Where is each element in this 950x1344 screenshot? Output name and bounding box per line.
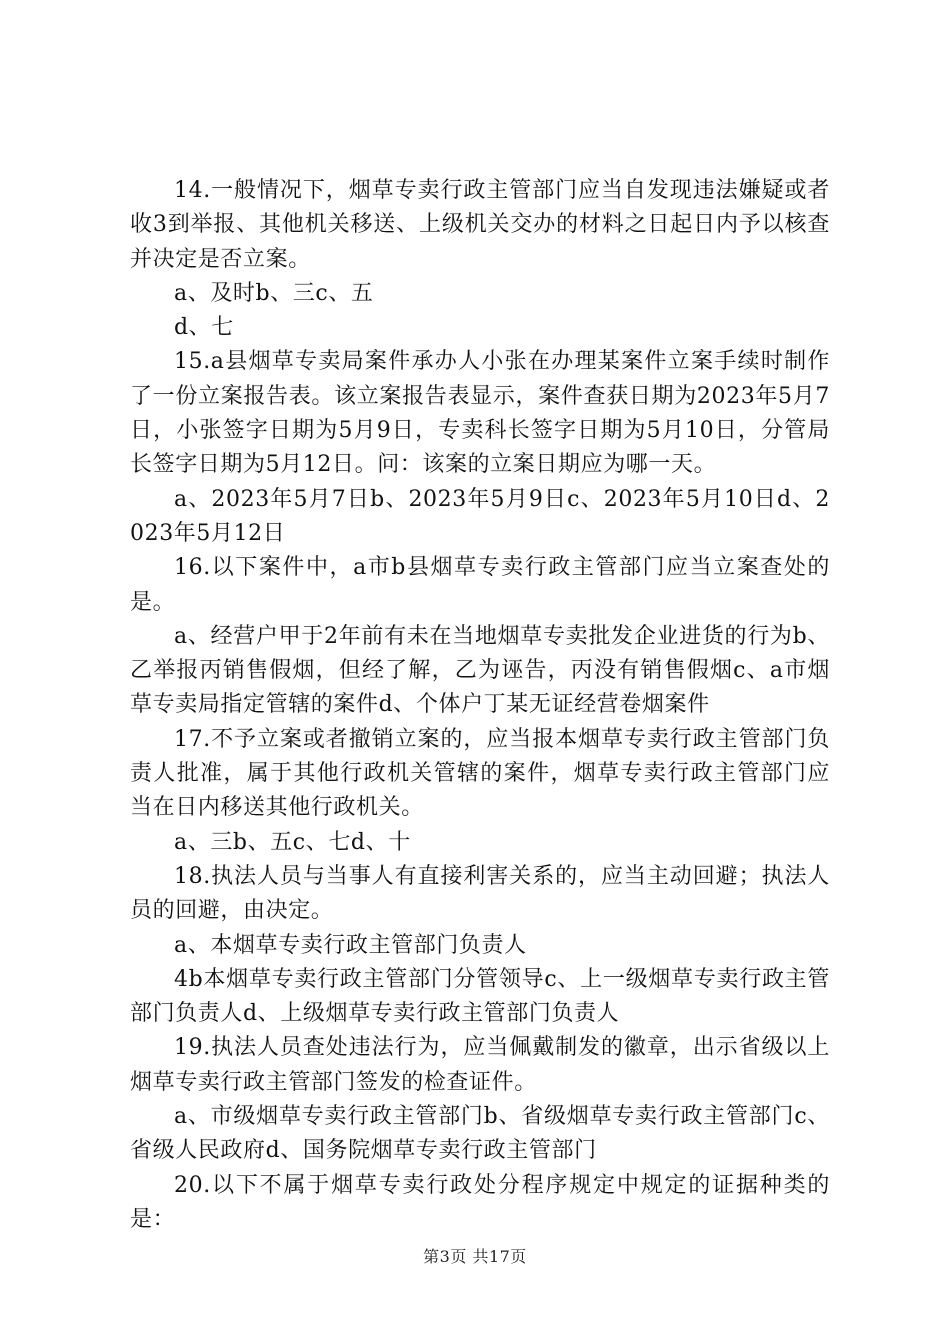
question-18-option-a: a、本烟草专卖行政主管部门负责人 [174,932,527,958]
question-17-options: a、三b、五c、七d、十 [174,829,411,855]
question-16-options: a、经营户甲于2年前有未在当地烟草专卖批发企业进货的行为b、乙举报丙销售假烟，但经了解，乙为诬告，丙没有销售假烟c、a市烟草专卖局指定管辖的案件d、个体户丁某无证经营卷烟案件 [130,623,830,718]
question-14: 14.一般情况下，烟草专卖行政主管部门应当自发现违法嫌疑或者收3到举报、其他机关移送、上级机关交办的材料之日起日内予以核查并决定是否立案。 [130,178,830,272]
question-19-options: a、市级烟草专卖行政主管部门b、省级烟草专卖行政主管部门c、省级人民政府d、国务院烟草专卖行政主管部门 [130,1104,830,1164]
question-18-options-b-d: 4b本烟草专卖行政主管部门分管领导c、上一级烟草专卖行政主管部门负责人d、上级烟草专卖行政主管部门负责人 [130,966,830,1027]
page-number-footer: 第3页 共17页 [423,1247,527,1266]
question-15-options: a、2023年5月7日b、2023年5月9日c、2023年5月10日d、2023年5月12日 [130,486,830,546]
question-14-option-d: d、七 [174,315,234,341]
question-18: 18.执法人员与当事人有直接利害关系的，应当主动回避；执法人员的回避，由决定。 [130,863,830,924]
question-19: 19.执法人员查处违法行为，应当佩戴制发的徽章，出示省级以上烟草专卖行政主管部门签发的检查证件。 [130,1035,830,1095]
question-15: 15.a县烟草专卖局案件承办人小张在办理某案件立案手续时制作了一份立案报告表。该立案报告表显示，案件查获日期为2023年5月7日，小张签字日期为5月9日，专卖科长签字日期为5月10日，分管局长签字日期为5月12日。问：该案的立案日期应为哪一天。 [130,349,830,478]
question-16: 16.以下案件中，a市b县烟草专卖行政主管部门应当立案查处的是。 [130,555,830,615]
question-14-options-a-c: a、及时b、三c、五 [174,280,374,306]
document-body [130,174,830,1237]
question-17: 17.不予立案或者撤销立案的，应当报本烟草专卖行政主管部门负责人批准，属于其他行政机关管辖的案件，烟草专卖行政主管部门应当在日内移送其他行政机关。 [130,726,830,821]
question-20: 20.以下不属于烟草专卖行政处分程序规定中规定的证据种类的是： [130,1172,830,1232]
